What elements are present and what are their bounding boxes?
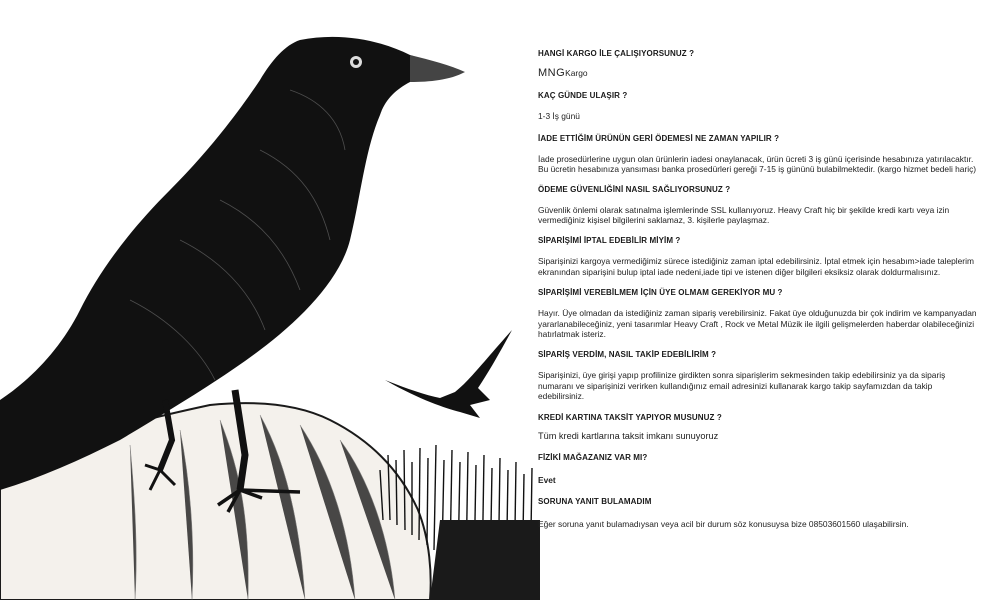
flying-bird — [385, 330, 512, 418]
faq-question: FİZİKİ MAĞAZANIZ VAR MI? — [538, 453, 648, 463]
faq-answer: Tüm kredi kartlarına taksit imkanı sunuyoruz — [538, 430, 719, 441]
faq-question: KREDİ KARTINA TAKSİT YAPIYOR MUSUNUZ ? — [538, 412, 722, 422]
faq-section — [538, 49, 978, 529]
faq-answer: Siparişinizi, üye girişi yapıp profilinize girdikten sonra siparişlerim sekmesinden takip edebilirsiniz ya da sipariş numaranı ve siparişinizi verirken kullandığınız email adresinizi kullanarak kargo takip sayfamızdan da takip edebilirsiniz. — [538, 370, 946, 402]
faq-question: HANGİ KARGO İLE ÇALIŞIYORSUNUZ ? — [538, 49, 695, 58]
mng-logo-text: MNG — [538, 67, 566, 79]
faq-answer: Güvenlik önlemi olarak satınalma işlemlerinde SSL kullanıyoruz. Heavy Craft hiç bir şekilde kredi kartı veya izin vermediğiniz kişisel bilgilerini saklamaz, 3. kişilerle paylaşmaz. — [538, 204, 950, 226]
faq-question: SİPARİŞİMİ İPTAL EDEBİLİR MİYİM ? — [538, 236, 681, 246]
faq-answer — [538, 68, 978, 78]
faq-question: ÖDEME GÜVENLİĞİNİ NASIL SAĞLIYORSUNUZ ? — [538, 184, 731, 194]
faq-answer: Hayır. Üye olmadan da istediğiniz zaman sipariş verebilirsiniz. Fakat üye olduğunuzda bir çok indirim ve kampanyadan yararlanabileceğiniz, yeni tasarımlar Heavy Craft , Rock ve Metal Müzik ile ilgili gelişmelerden haberdar olabileceğinizi hatırlatmak isteriz. — [538, 308, 977, 340]
faq-question: SİPARİŞİMİ VEREBİLMEM İÇİN ÜYE OLMAM GEREKİYOR MU ? — [538, 288, 783, 298]
faq-answer: Siparişinizi kargoya vermediğimiz sürece istediğiniz zaman iptal edebilirsiniz. İptal etmek için hesabım>iade taleplerim ekranından siparişini bulup iptal iade nedeni,iade tipi ve istenen diğer bilgileri eksiksiz olarak doldurmalısınız. — [538, 256, 974, 277]
faq-question: SORUNA YANIT BULAMADIM — [538, 496, 652, 506]
faq-answer: 1-3 İş günü — [538, 111, 580, 122]
faq-answer-text: Kargo — [565, 68, 588, 78]
faq-answer: Eğer soruna yanıt bulamadıysan veya acil bir durum söz konusuysa bize 08503601560 ulaşabilirsin. — [538, 518, 909, 529]
faq-answer: Evet — [538, 475, 556, 486]
faq-answer: İade prosedürlerine uygun olan ürünlerin iadesi onaylanacak, ürün ücreti 3 iş günü içerisinde hesabınıza yatırılacaktır. Bu ücretin hesabınıza yansıması banka prosedürleri gereği 7-15 iş gününü bulabilmektedir. (kargo hizmet bedeli hariç) — [538, 153, 977, 175]
faq-question: İADE ETTİĞİM ÜRÜNÜN GERİ ÖDEMESİ NE ZAMAN YAPILIR ? — [538, 133, 780, 143]
faq-question: KAÇ GÜNDE ULAŞIR ? — [538, 91, 628, 101]
faq-question: SİPARİŞ VERDİM, NASIL TAKİP EDEBİLİRİM ? — [538, 350, 717, 360]
